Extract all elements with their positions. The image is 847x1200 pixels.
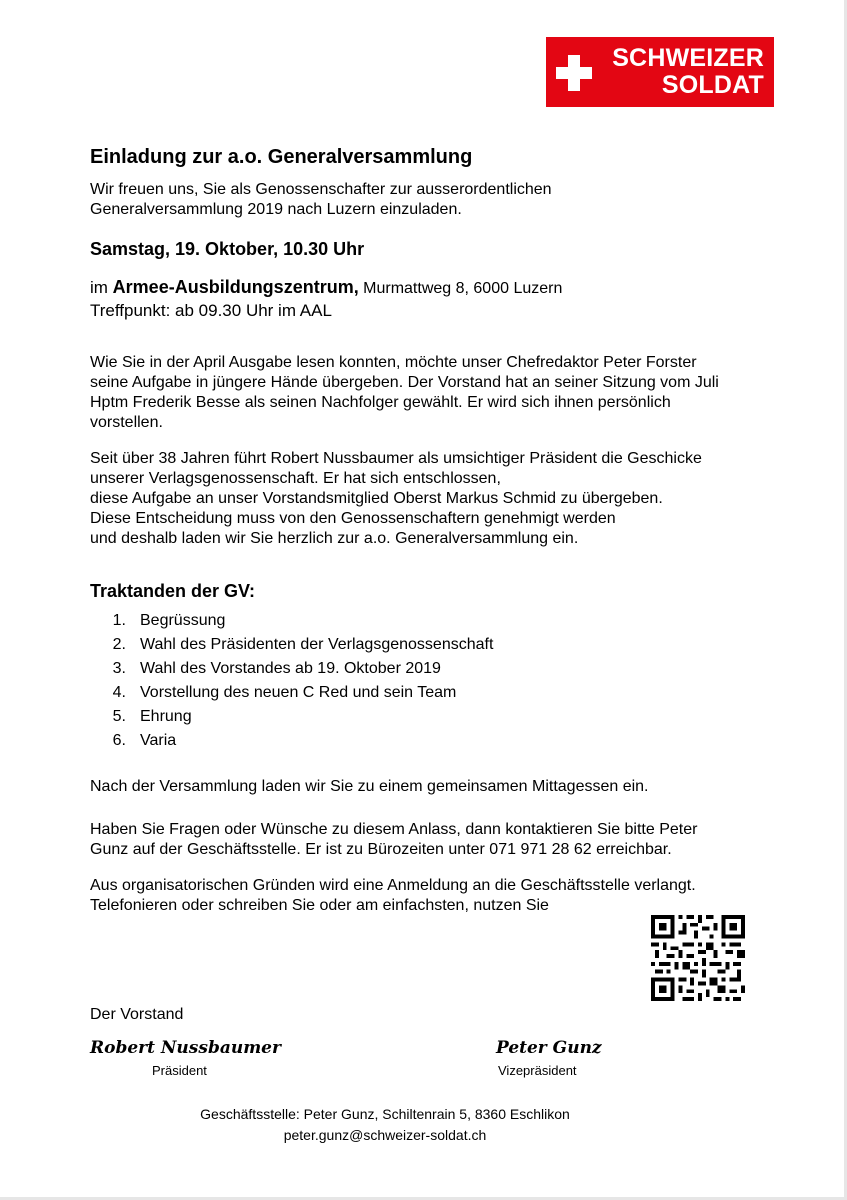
qr-code[interactable] <box>650 915 746 1001</box>
agenda-item: Ehrung <box>140 708 192 725</box>
agenda-item: Wahl des Vorstandes ab 19. Oktober 2019 <box>140 660 441 677</box>
questions-line: Gunz auf der Geschäftsstelle. Er ist zu Bürozeiten unter 071 971 28 62 erreichbar. <box>90 841 672 858</box>
agenda-item: Begrüssung <box>140 612 226 629</box>
registration-line: Aus organisatorischen Gründen wird eine Anmeldung an die Geschäftsstelle verlangt. <box>90 877 696 894</box>
agenda-number: 4. <box>112 684 126 701</box>
role-president: Präsident <box>152 1063 207 1078</box>
page-title: Einladung zur a.o. Generalversammlung <box>90 146 473 168</box>
venue-name: Armee-Ausbildungszentrum, <box>112 277 359 297</box>
agenda-number: 3. <box>112 660 126 677</box>
paragraph-line: Hptm Frederik Besse als seinen Nachfolger gewählt. Er wird sich ihnen persönlich <box>90 394 671 411</box>
paragraph-line: vorstellen. <box>90 414 163 431</box>
paragraph-line: Seit über 38 Jahren führt Robert Nussbaumer als umsichtiger Präsident die Geschicke <box>90 450 702 467</box>
agenda-item: Vorstellung des neuen C Red und sein Team <box>140 684 457 701</box>
meeting-point: Treffpunkt: ab 09.30 Uhr im AAL <box>90 301 332 320</box>
paragraph-line: seine Aufgabe in jüngere Hände übergeben. Der Vorstand hat an seiner Sitzung vom Juli <box>90 374 719 391</box>
agenda-number: 1. <box>112 612 126 629</box>
swiss-cross-icon <box>556 55 592 91</box>
logo-line-2: SOLDAT <box>661 71 764 99</box>
questions-line: Haben Sie Fragen oder Wünsche zu diesem Anlass, dann kontaktieren Sie bitte Peter <box>90 821 698 838</box>
venue-prefix: im <box>90 278 113 297</box>
logo-line-1: SCHWEIZER <box>612 44 764 72</box>
agenda-item: Wahl des Präsidenten der Verlagsgenossenschaft <box>140 636 494 653</box>
footer-email[interactable]: peter.gunz@schweizer-soldat.ch <box>283 1127 487 1143</box>
event-date: Samstag, 19. Oktober, 10.30 Uhr <box>90 239 365 259</box>
schweizer-soldat-logo <box>546 37 774 107</box>
intro-line: Generalversammlung 2019 nach Luzern einzuladen. <box>90 201 462 218</box>
paragraph-line: diese Aufgabe an unser Vorstandsmitglied Oberst Markus Schmid zu übergeben. <box>90 490 663 507</box>
lunch-note: Nach der Versammlung laden wir Sie zu einem gemeinsamen Mittagessen ein. <box>90 778 649 795</box>
signature-vice-president: Peter Gunz <box>496 1038 602 1058</box>
role-vice-president: Vizepräsident <box>498 1063 577 1078</box>
paragraph-line: unserer Verlagsgenossenschaft. Er hat sich entschlossen, <box>90 470 501 487</box>
footer-address: Geschäftsstelle: Peter Gunz, Schiltenrain 5, 8360 Eschlikon <box>200 1106 570 1122</box>
paragraph-line: Diese Entscheidung muss von den Genossenschaftern genehmigt werden <box>90 510 616 527</box>
closing: Der Vorstand <box>90 1006 184 1023</box>
venue-address: Murmattweg 8, 6000 Luzern <box>358 280 563 297</box>
paragraph-line: Wie Sie in der April Ausgabe lesen konnten, möchte unser Chefredaktor Peter Forster <box>90 354 697 371</box>
agenda-item: Varia <box>140 732 177 749</box>
agenda-number: 5. <box>112 708 126 725</box>
agenda-number: 2. <box>112 636 126 653</box>
signature-president: Robert Nussbaumer <box>90 1038 281 1058</box>
intro-line: Wir freuen uns, Sie als Genossenschafter zur ausserordentlichen <box>90 181 552 198</box>
registration-line: Telefonieren oder schreiben Sie oder am einfachsten, nutzen Sie <box>90 897 549 914</box>
agenda-number: 6. <box>112 732 126 749</box>
agenda-heading: Traktanden der GV: <box>90 581 256 601</box>
paragraph-line: und deshalb laden wir Sie herzlich zur a.o. Generalversammlung ein. <box>90 530 579 547</box>
venue-line <box>90 278 562 298</box>
